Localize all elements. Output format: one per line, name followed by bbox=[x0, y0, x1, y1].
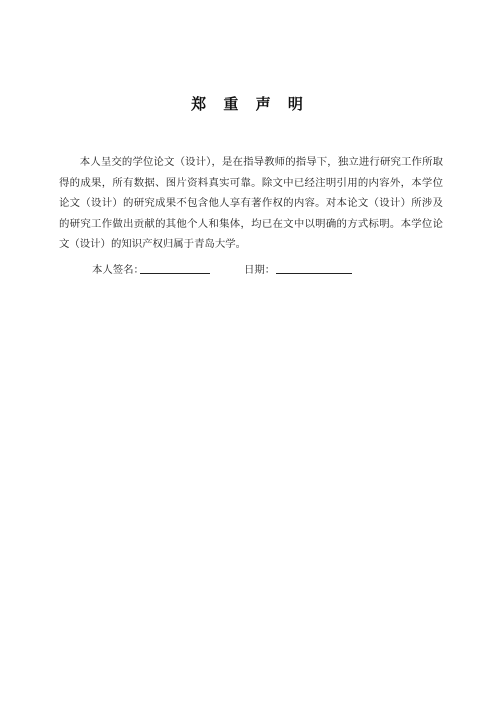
page-title: 郑 重 声 明 bbox=[191, 95, 309, 113]
date-label: 日期： bbox=[244, 264, 276, 276]
signature-line bbox=[140, 273, 210, 274]
date-line bbox=[276, 273, 352, 274]
declaration-statement: 本人呈交的学位论文（设计），是在指导教师的指导下，独立进行研究工作所取得的成果，所有数据、图片资料真实可靠。除文中已经注明引用的内容外，本学位论文（设计）的研究成果不包含他人享有著作权的内容。对本论文（设计）所涉及的研究工作做出贡献的其他个人和集体，均已在文中以明确的方式标明。本学位论文（设计）的知识产权归属于青岛大学。 bbox=[59, 156, 443, 250]
signature-label: 本人签名： bbox=[92, 264, 144, 276]
signature-row bbox=[0, 261, 500, 281]
